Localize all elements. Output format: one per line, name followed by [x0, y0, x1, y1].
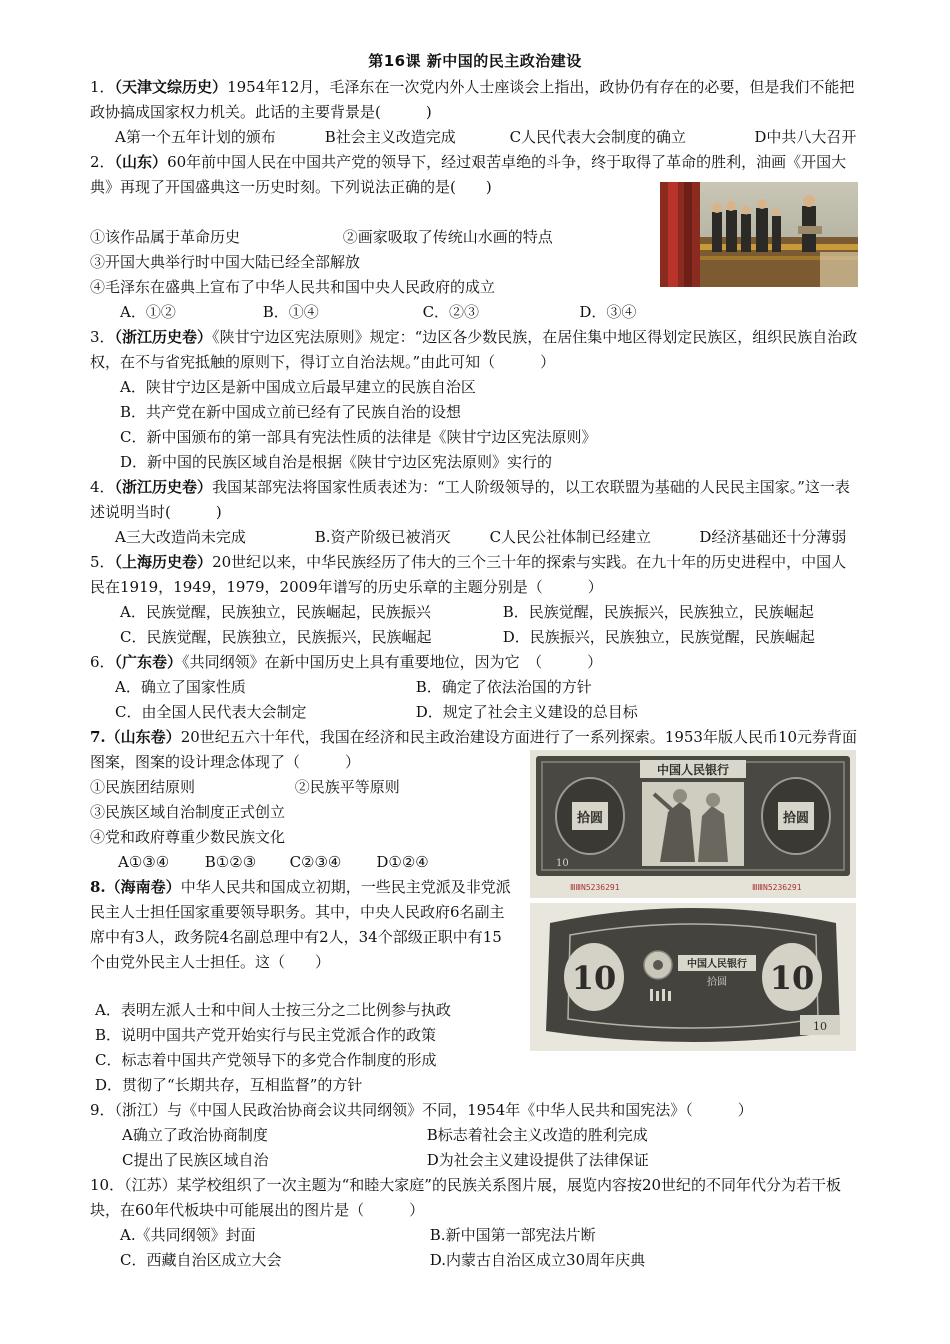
- q7-statements-row-1: [90, 775, 400, 800]
- question-number: 1．: [90, 78, 115, 96]
- q6-option-b[interactable]: B．确定了依法治国的方针: [415, 678, 592, 696]
- q1-option-d[interactable]: D中共八大召开: [754, 128, 857, 146]
- q5-option-c[interactable]: C．民族觉醒，民族独立，民族振兴，民族崛起: [120, 628, 432, 646]
- question-4: [90, 475, 860, 525]
- q3-option-a[interactable]: A．陕甘宁边区是新中国成立后最早建立的民族自治区: [120, 378, 476, 396]
- question-text: 60年前中国人民在中国共产党的领导下，经过艰苦卓绝的斗争，终于取得了革命的胜利，油画《开国大典》再现了开国盛典这一历史时刻。下列说法正确的是( ): [90, 153, 847, 196]
- q7-item-2: ②民族平等原则: [294, 778, 400, 796]
- front-denomination-left: 拾圆: [576, 811, 604, 826]
- question-source: （海南卷）: [105, 878, 181, 896]
- question-text: 《共同纲领》在新中国历史上具有重要地位，因为它 （ ）: [182, 653, 603, 671]
- back-corner-right: 10: [769, 959, 815, 997]
- question-text: 与《中国人民政治协商会议共同纲领》不同，1954年《中华人民共和国宪法》（ ）: [167, 1101, 753, 1119]
- q8-option-b[interactable]: B．说明中国共产党开始实行与民主党派合作的政策: [95, 1026, 437, 1044]
- question-source: （浙江）: [114, 1101, 168, 1119]
- question-8: [90, 875, 515, 975]
- q5-option-d[interactable]: D．民族振兴，民族独立，民族觉醒，民族崛起: [502, 628, 815, 646]
- question-source: （浙江历史卷）: [114, 478, 213, 496]
- q2-options: [120, 300, 636, 325]
- banknote-back-svg: [530, 903, 856, 1051]
- question-number: 6．: [90, 653, 115, 671]
- q10-options-row-2: [120, 1248, 645, 1273]
- q10-option-c[interactable]: C．西藏自治区成立大会: [120, 1251, 282, 1269]
- q1-option-b[interactable]: B社会主义改造完成: [324, 128, 456, 146]
- question-number: 8.: [90, 878, 106, 896]
- q7-item-4: ④党和政府尊重少数民族文化: [90, 828, 286, 846]
- question-10: [90, 1173, 860, 1223]
- q2-item-2: ②画家吸取了传统山水画的特点: [342, 228, 553, 246]
- q7-item-1: ①民族团结原则: [90, 778, 196, 796]
- question-source: （山东卷）: [105, 728, 181, 746]
- q2-item-3: ③开国大典举行时中国大陆已经全部解放: [90, 253, 361, 271]
- q8-option-c[interactable]: C．标志着中国共产党领导下的多党合作制度的形成: [95, 1051, 437, 1069]
- q6-option-d[interactable]: D．规定了社会主义建设的总目标: [415, 703, 638, 721]
- q2-item-4: ④毛泽东在盛典上宣布了中华人民共和国中央人民政府的成立: [90, 278, 496, 296]
- question-text: 1954年12月，毛泽东在一次党内外人士座谈会上指出，政协仍有存在的必要，但是我们不能把政协搞成国家权力机关。此话的主要背景是( ): [90, 78, 855, 121]
- q9-options-row-1: [122, 1123, 648, 1148]
- question-6: [90, 650, 860, 675]
- question-3: [90, 325, 860, 375]
- q7-option-a[interactable]: A①③④: [118, 853, 170, 871]
- q9-option-d[interactable]: D为社会主义建设提供了法律保证: [426, 1151, 649, 1169]
- q7-option-c[interactable]: C②③④: [289, 853, 342, 871]
- question-source: （天津文综历史）: [114, 78, 228, 96]
- front-serial-right: ⅢⅢN5236291: [752, 883, 802, 892]
- q2-item-1: ①该作品属于革命历史: [90, 228, 241, 246]
- question-9: [90, 1098, 860, 1123]
- question-number: 4．: [90, 478, 115, 496]
- q2-option-a[interactable]: A．①②: [120, 303, 176, 321]
- back-header-text: 中国人民银行: [687, 959, 747, 970]
- q9-option-a[interactable]: A确立了政治协商制度: [122, 1126, 268, 1144]
- q4-option-a[interactable]: A三大改造尚未完成: [115, 528, 246, 546]
- banknote-back-image: [530, 903, 856, 1051]
- q8-option-d[interactable]: D．贯彻了“长期共存，互相监督”的方针: [95, 1076, 363, 1094]
- question-number: 9．: [90, 1101, 115, 1119]
- q4-option-c[interactable]: C人民公社体制已经建立: [489, 528, 652, 546]
- question-number: 5．: [90, 553, 115, 571]
- q5-option-a[interactable]: A．民族觉醒，民族独立，民族崛起，民族振兴: [120, 603, 431, 621]
- front-header-text: 中国人民银行: [656, 763, 730, 777]
- question-number: 3．: [90, 328, 115, 346]
- q9-option-b[interactable]: B标志着社会主义改造的胜利完成: [426, 1126, 648, 1144]
- q2-option-b[interactable]: B．①④: [262, 303, 319, 321]
- q10-option-b[interactable]: B.新中国第一部宪法片断: [429, 1226, 596, 1244]
- question-source: （江苏）: [124, 1176, 177, 1194]
- q4-options: [115, 525, 846, 550]
- q7-options: [118, 850, 429, 875]
- question-text: 《陕甘宁边区宪法原则》规定：“边区各少数民族，在居住集中地区得划定民族区，组织民族自治政权，在不与省宪抵触的原则下，得订立自治法规。”由此可知（ ）: [90, 328, 858, 371]
- question-source: （浙江历史卷）: [114, 328, 213, 346]
- q3-option-d[interactable]: D．新中国的民族区域自治是根据《陕甘宁边区宪法原则》实行的: [120, 453, 553, 471]
- q3-option-b[interactable]: B．共产党在新中国成立前已经有了民族自治的设想: [120, 403, 462, 421]
- question-text: 某学校组织了一次主题为“和睦大家庭”的民族关系图片展，展览内容按20世纪的不同年代分为若干板块，在60年代板块中可能展出的图片是（ ）: [90, 1176, 842, 1219]
- front-serial-left: ⅢⅢN5236291: [570, 883, 620, 892]
- question-5: [90, 550, 860, 600]
- page-title: 第16课 新中国的民主政治建设: [368, 52, 582, 70]
- founding-ceremony-painting: [660, 182, 858, 287]
- back-denomination: 拾圆: [707, 977, 727, 988]
- banknote-front-image: [530, 750, 856, 898]
- q1-option-c[interactable]: C人民代表大会制度的确立: [509, 128, 687, 146]
- q6-option-a[interactable]: A．确立了国家性质: [115, 678, 246, 696]
- question-text: 20世纪五六十年代，我国在经济和民主政治建设方面进行了一系列探索。1953年版人民币10元券背面图案，图案的设计理念体现了（ ）: [90, 728, 858, 771]
- q2-option-d[interactable]: D．③④: [579, 303, 637, 321]
- front-corner-value: 10: [556, 858, 569, 869]
- q3-option-c[interactable]: C．新中国颁布的第一部具有宪法性质的法律是《陕甘宁边区宪法原则》: [120, 428, 597, 446]
- q8-option-a[interactable]: A．表明左派人士和中间人士按三分之二比例参与执政: [95, 1001, 451, 1019]
- question-text: 20世纪以来，中华民族经历了伟大的三个三十年的探索与实践。在九十年的历史进程中，中国人民在1919，1949，1979，2009年谱写的历史乐章的主题分别是（ ）: [90, 553, 847, 596]
- banknote-front-svg: [530, 750, 856, 898]
- q10-option-d[interactable]: D.内蒙古自治区成立30周年庆典: [429, 1251, 646, 1269]
- q9-options-row-2: [122, 1148, 649, 1173]
- q1-option-a[interactable]: A第一个五年计划的颁布: [115, 128, 276, 146]
- q1-options: [115, 125, 856, 150]
- q7-option-d[interactable]: D①②④: [376, 853, 429, 871]
- q7-option-b[interactable]: B①②③: [204, 853, 257, 871]
- q10-option-a[interactable]: A.《共同纲领》封面: [120, 1226, 256, 1244]
- q9-option-c[interactable]: C提出了民族区域自治: [122, 1151, 269, 1169]
- question-number: 2．: [90, 153, 115, 171]
- front-denomination-right: 拾圆: [782, 811, 810, 826]
- painting-image: [660, 182, 858, 287]
- question-source: （山东）: [114, 153, 168, 171]
- question-source: （广东卷）: [114, 653, 183, 671]
- q10-options-row-1: [120, 1223, 596, 1248]
- q2-statements: [90, 225, 553, 250]
- q4-option-b[interactable]: B.资产阶级已被消灭: [314, 528, 451, 546]
- q4-option-d[interactable]: D经济基础还十分薄弱: [699, 528, 847, 546]
- question-text: 我国某部宪法将国家性质表述为：“工人阶级领导的，以工农联盟为基础的人民民主国家。”这一表述说明当时( ): [90, 478, 850, 521]
- q7-item-3: ③民族区域自治制度正式创立: [90, 803, 286, 821]
- back-corner-left: 10: [571, 959, 617, 997]
- question-number: 7.: [90, 728, 106, 746]
- q6-option-c[interactable]: C．由全国人民代表大会制定: [115, 703, 307, 721]
- q6-options-row-1: [115, 675, 592, 700]
- question-text: 中华人民共和国成立初期，一些民主党派及非党派民主人士担任国家重要领导职务。其中，中央人民政府6名副主席中有3人，政务院4名副总理中有2人，34个部级正职中有15个由党外民主人士担任。这（ ）: [90, 878, 511, 971]
- question-number: 10．: [90, 1176, 125, 1194]
- back-small-value: 10: [813, 1020, 827, 1033]
- q5-option-b[interactable]: B．民族觉醒，民族振兴，民族独立，民族崛起: [502, 603, 814, 621]
- question-1: [90, 75, 860, 125]
- q2-option-c[interactable]: C．②③: [422, 303, 480, 321]
- q5-options-row-1: [120, 600, 814, 625]
- question-source: （上海历史卷）: [114, 553, 213, 571]
- q6-options-row-2: [115, 700, 638, 725]
- q5-options-row-2: [120, 625, 815, 650]
